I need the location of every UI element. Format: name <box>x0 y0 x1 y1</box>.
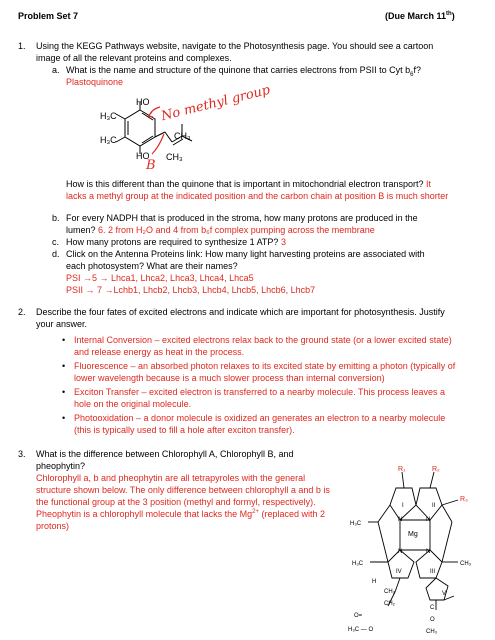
h3c-label-2: H₃C <box>100 135 117 145</box>
bullet-photooxidation: Photooxidation – a donor molecule is oxidized an generates an electron to a nearby molecule (this is typically used to fill a hole after exciton transfer). <box>74 413 446 435</box>
q1d-psii: PSII → 7 →Lchb1, Lhcb2, Lhcb3, Lhcb4, Lhcb5, Lhcb6, Lhcb7 <box>66 285 316 295</box>
bullet-dot: • <box>62 361 66 371</box>
chlorophyll-r2: R₂ <box>432 466 440 473</box>
q1c-text: How many protons are required to synthesize 1 ATP? 3 <box>66 237 286 247</box>
q3-answer-line1: Chlorophyll a, b and pheophytin are all tetrapyroles with the general <box>36 473 306 483</box>
q1c-label: c. <box>52 237 60 247</box>
ring-iv-label: IV <box>396 569 402 575</box>
q1-compare-answer: lacks a methyl group at the indicated position and the carbon chain at position B is much shorter <box>66 191 449 201</box>
bullet-exciton-transfer: Exciton Transfer – excited electron is transferred to a nearby molecule. This process leaves a hole on the original molecule. <box>74 387 446 409</box>
bullet-dot: • <box>62 413 66 423</box>
q1-number: 1. <box>18 41 26 51</box>
q1-text-line2: image of all the relevant proteins and complexes. <box>36 53 232 63</box>
ring-iii-label: III <box>430 569 436 575</box>
q1d-text-line1: Click on the Antenna Proteins link: How many light harvesting proteins are associated with <box>66 249 425 259</box>
q1d-label: d. <box>52 249 60 259</box>
ester-o-label: O= <box>354 613 363 619</box>
n-label-1: N <box>398 517 403 523</box>
n-label-3: N <box>398 549 403 555</box>
bullet-dot: • <box>62 387 66 397</box>
ch2-a-label: CH₂ <box>384 589 395 595</box>
ch3-right-label: CH₃ <box>460 561 472 567</box>
q3-answer-line2: structure shown below. The only difference between chlorophyll a and b is <box>36 485 330 495</box>
annotation-no-methyl: No methyl group <box>159 82 272 125</box>
q1-compare: How is this different than the quinone that is important in mitochondrial electron transport? It <box>66 179 432 189</box>
q3-text-line1: What is the difference between Chlorophyll A, Chlorophyll B, and <box>36 449 294 459</box>
q1a-text: What is the name and structure of the quinone that carries electrons from PSII to Cyt $b_6f$? <box>66 65 422 78</box>
ring-ii-label: II <box>432 503 436 509</box>
q1b-label: b. <box>52 213 60 223</box>
bullet-dot: • <box>62 335 66 345</box>
q3-number: 3. <box>18 449 26 459</box>
q3-answer-line5: protons) <box>36 521 70 531</box>
h3c-left-label: H₃C <box>350 521 362 527</box>
q1a-answer: Plastoquinone <box>66 77 124 87</box>
chlorophyll-r3: R₃ <box>460 496 468 503</box>
ch2-b-label: CH₂ <box>384 601 395 607</box>
ch3-label-b: CH₃ <box>166 152 183 162</box>
h-label: H <box>372 579 377 585</box>
n-label-4: N <box>426 549 431 555</box>
h3c-label-1: H₃C <box>100 111 117 121</box>
ho-bottom-label: HO <box>136 151 150 161</box>
ch3-label-a: CH₃ <box>174 131 191 141</box>
q2-number: 2. <box>18 307 26 317</box>
q1b-text-line2: lumen? 6. 2 from H₂O and 4 from b₆f complex pumping across the membrane <box>66 225 375 235</box>
n-label-2: N <box>426 517 431 523</box>
methyl-ester-label: H₃C — O <box>348 627 374 633</box>
q3-answer-line3: the functional group at the 3 position (methyl and formyl, respectively). <box>36 497 316 507</box>
q1-text-line1: Using the KEGG Pathways website, navigate to the Photosynthesis page. You should see a cartoon <box>36 41 434 51</box>
carbonyl-o-label: O <box>430 617 435 623</box>
ch3-bottom-label: CH₃ <box>426 629 438 635</box>
q1a-label: a. <box>52 65 60 75</box>
chlorophyll-r1: R₁ <box>398 466 406 473</box>
q3-text-line2: pheophytin? <box>36 461 86 471</box>
bullet-internal-conversion: Internal Conversion – excited electrons relax back to the ground state (or a lower excited state) and release energy as heat in the process. <box>74 335 452 357</box>
q2-text-line1: Describe the four fates of excited electrons and indicate which are important for photosynthesis. Justify <box>36 307 445 317</box>
bullet-fluorescence: Fluorescence – an absorbed photon relaxes to its excited state by emitting a photon (typically of lower wavelength because is a much slower process than internal conversion) <box>74 361 456 383</box>
ring-v-label: V <box>442 591 447 597</box>
page-title: Problem Set 7 <box>18 11 79 21</box>
q1b-text-line1: For every NADPH that is produced in the stroma, how many protons are produced in the <box>66 213 418 223</box>
annotation-b: B <box>146 158 156 173</box>
q1d-text-line2: each photosystem? What are their names? <box>66 261 238 271</box>
ring-i-label: I <box>402 503 404 509</box>
q3-answer-line4: Pheophytin is a chlorophyll molecule that lacks the $Mg^{2+}$ (replaced with 2 <box>36 509 326 519</box>
q2-text-line2: your answer. <box>36 319 88 329</box>
carbonyl-c-label: C <box>430 605 435 611</box>
ho-top-label: HO <box>136 97 150 107</box>
q1d-psi: PSI →5 → Lhca1, Lhca2, Lhca3, Lhca4, Lhca5 <box>66 273 254 283</box>
due-date: (Due March 11th) <box>385 11 455 21</box>
mg-label: Mg <box>408 531 418 538</box>
h3c-left2-label: H₃C <box>352 561 364 567</box>
